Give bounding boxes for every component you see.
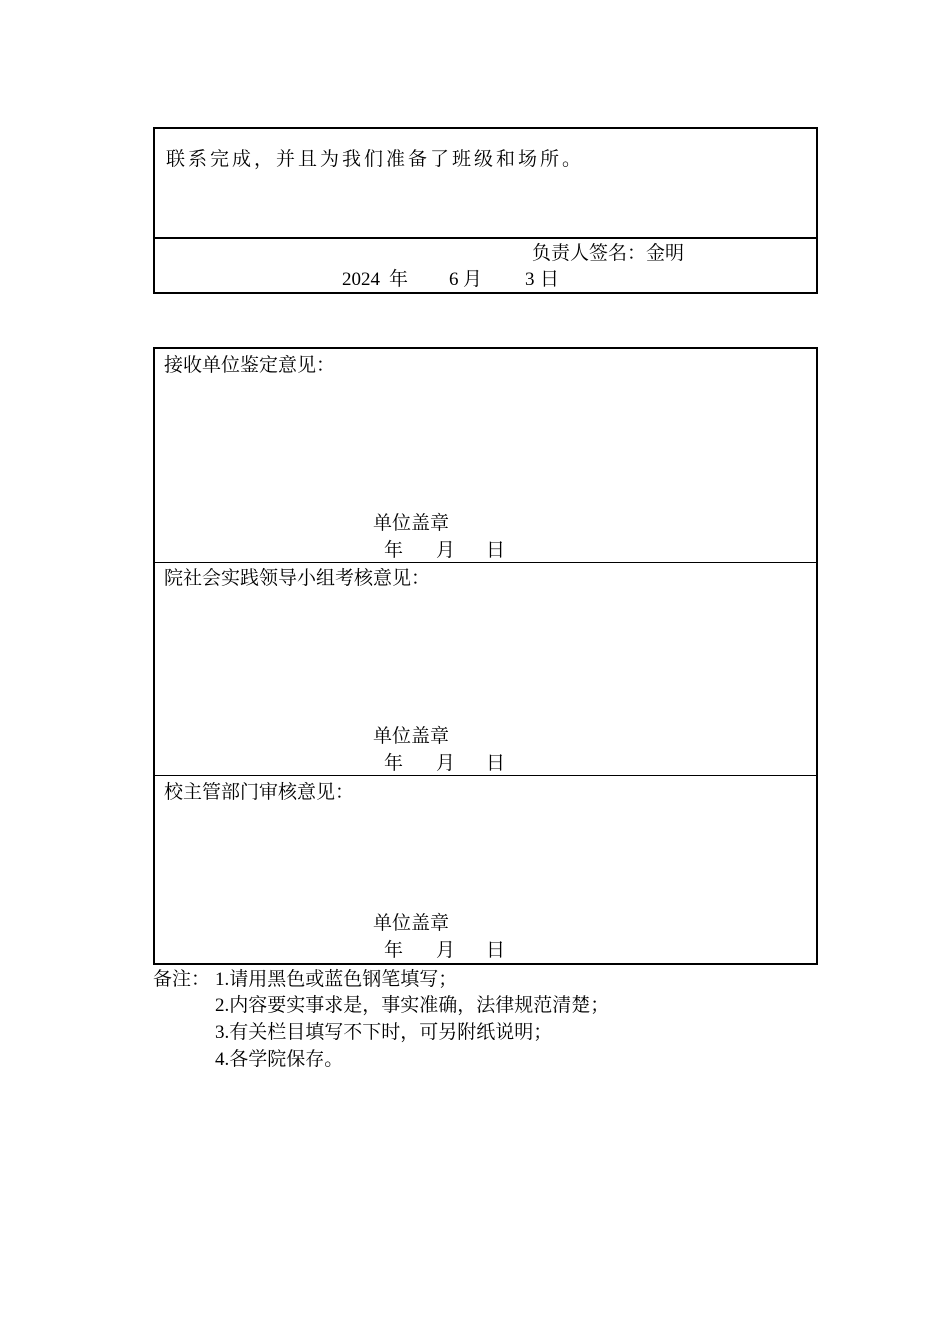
note-item: 2.内容要实事求是，事实准确，法律规范清楚； bbox=[215, 995, 610, 1016]
note-item: 1.请用黑色或蓝色钢笔填写； bbox=[215, 969, 458, 990]
unit-stamp-label: 单位盖章 bbox=[373, 913, 450, 934]
date-day-label: 日 bbox=[486, 753, 506, 774]
unit-stamp-label: 单位盖章 bbox=[373, 513, 450, 534]
date-day-unit: 日 bbox=[540, 269, 560, 290]
date-month-unit: 月 bbox=[463, 269, 483, 290]
date-month-label: 月 bbox=[436, 540, 456, 561]
summary-content-text: 联系完成，并且为我们准备了班级和场所。 bbox=[166, 149, 585, 170]
date-month-label: 月 bbox=[436, 940, 456, 961]
section-heading-receiving-unit: 接收单位鉴定意见： bbox=[164, 355, 336, 376]
signature-label: 负责人签名：金明 bbox=[532, 243, 685, 264]
opinions-table bbox=[153, 347, 818, 965]
date-day-label: 日 bbox=[486, 940, 506, 961]
summary-divider bbox=[153, 237, 818, 239]
date-year-label: 年 bbox=[384, 940, 404, 961]
date-day: 3 bbox=[525, 269, 535, 290]
unit-stamp-label: 单位盖章 bbox=[373, 726, 450, 747]
opinions-divider-1 bbox=[153, 562, 818, 563]
date-year-label: 年 bbox=[384, 753, 404, 774]
section-heading-college-group: 院社会实践领导小组考核意见： bbox=[164, 568, 431, 589]
date-year-unit: 年 bbox=[389, 269, 409, 290]
date-year: 2024 bbox=[342, 269, 380, 290]
note-item: 4.各学院保存。 bbox=[215, 1049, 344, 1070]
opinions-divider-2 bbox=[153, 775, 818, 776]
date-day-label: 日 bbox=[486, 540, 506, 561]
date-month: 6 bbox=[449, 269, 459, 290]
note-item: 3.有关栏目填写不下时，可另附纸说明； bbox=[215, 1022, 553, 1043]
section-heading-school-department: 校主管部门审核意见： bbox=[164, 782, 355, 803]
date-month-label: 月 bbox=[436, 753, 456, 774]
date-year-label: 年 bbox=[384, 540, 404, 561]
notes-label: 备注： bbox=[153, 969, 211, 990]
